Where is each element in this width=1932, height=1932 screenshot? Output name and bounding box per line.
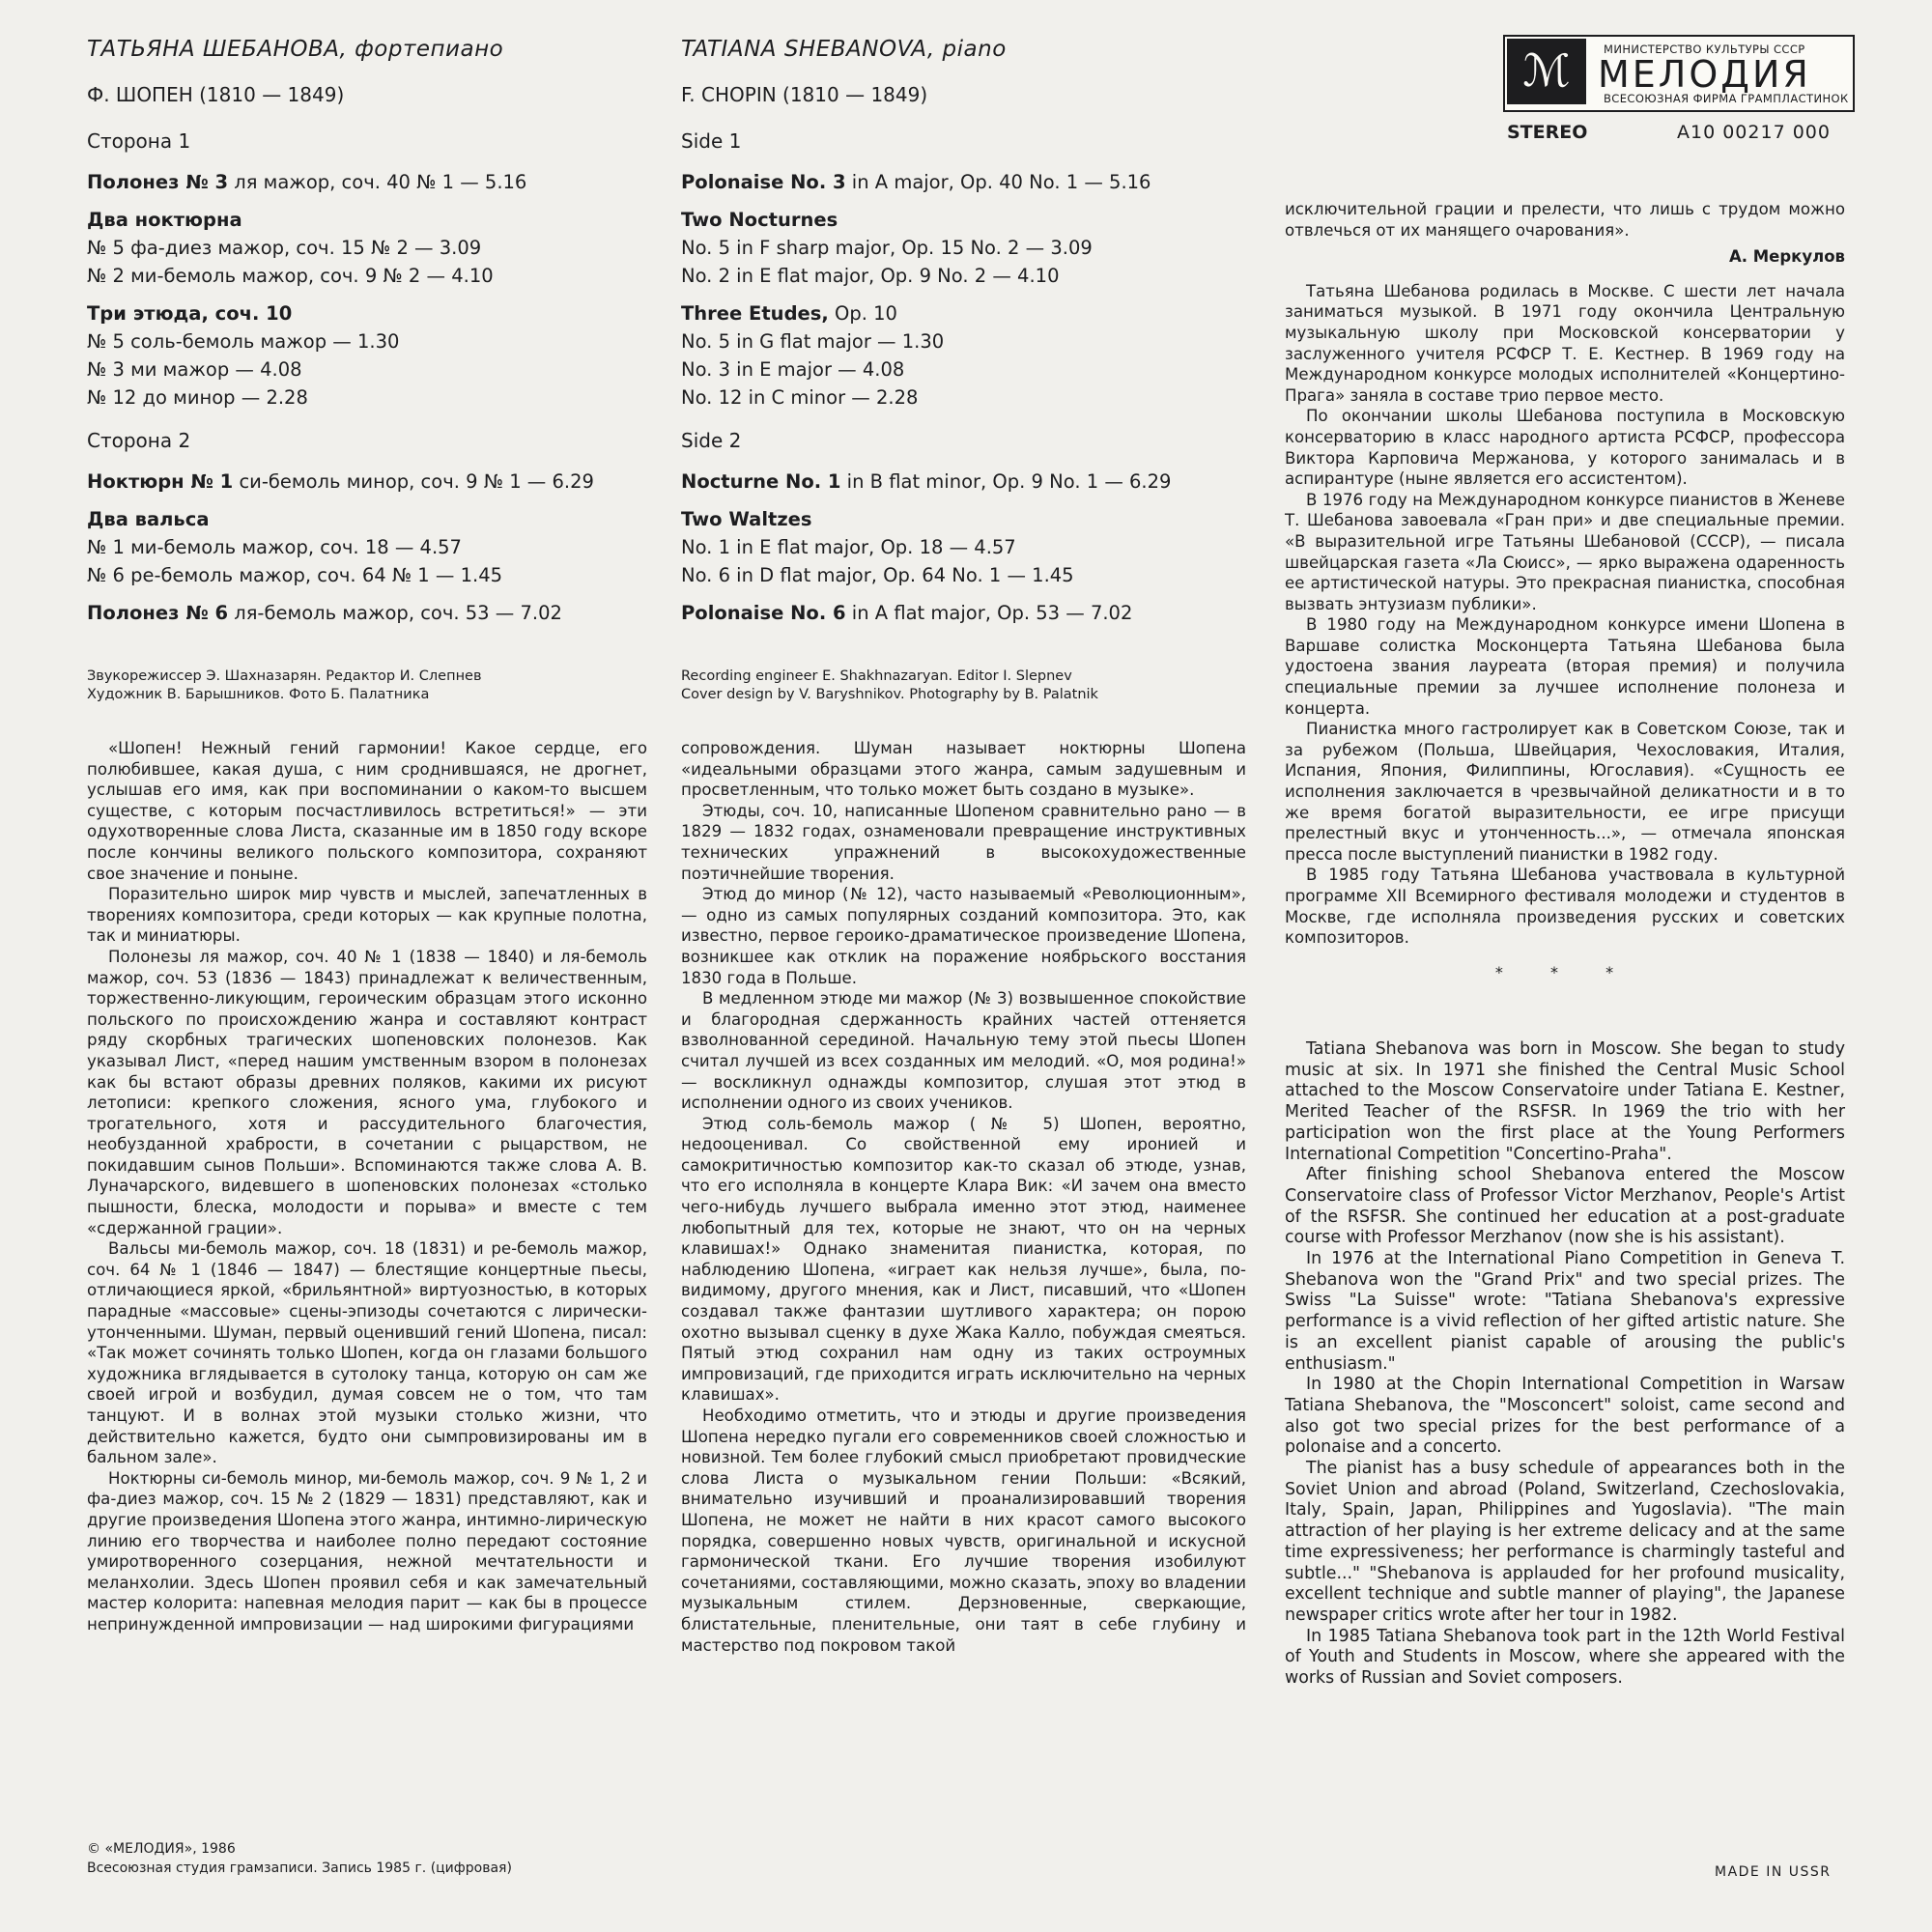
artist-name-en: TATIANA SHEBANOVA, — [681, 37, 935, 62]
track-ru: № 5 соль-бемоль мажор — 1.30 — [87, 330, 400, 353]
paragraph: Необходимо отметить, что и этюды и другие произведения Шопена нередко пугали его современников своей сложностью и новизной. Тем более глубокий смысл приобретают провидческие слова Листа о музыкальном гении Польши: «Всякий, внимательно изучивший и проанализировавший творения Шопена, не может не найти в них красот самого высокого порядка, совершенно новых чувств, оригинальной и искусной гармонической ткани. Его лучшие творения изобилуют сочетаниями, составляющими, можно сказать, эпоху во владении музыкальным стилем. Дерзновенные, сверкающие, блистательные, пленительные, они таят в себе глубину и мастерство под покровом такой — [681, 1406, 1246, 1655]
group-title-ru: Три этюда, соч. 10 — [87, 302, 293, 325]
paragraph: исключительной грации и прелести, что лишь с трудом можно отвлечься от их манящего очарования». — [1285, 200, 1845, 240]
section-divider: * * * — [1494, 962, 1635, 981]
track-ru: № 2 ми-бемоль мажор, соч. 9 № 2 — 4.10 — [87, 265, 494, 287]
track-en: No. 5 in G flat major — 1.30 — [681, 330, 945, 353]
track-ru: № 3 ми мажор — 4.08 — [87, 358, 302, 381]
track-title-en: Nocturne No. 1 — [681, 470, 841, 493]
author-signature: А. Меркулов — [1728, 247, 1845, 267]
credits-en — [681, 668, 1251, 704]
group-title-ru: Два вальса — [87, 508, 210, 530]
track-ru: № 6 ре-бемоль мажор, соч. 64 № 1 — 1.45 — [87, 564, 503, 586]
group-title-ru: Два ноктюрна — [87, 209, 242, 231]
track-detail-ru: ля мажор, соч. 40 № 1 — 5.16 — [228, 171, 527, 193]
credits-line-en: Cover design by V. Baryshnikov. Photography by B. Palatnik — [681, 687, 1098, 702]
paragraph: After finishing school Shebanova entered the Moscow Conservatoire class of Professor Victor Merzhanov, People's Artist of the RSFSR. She continued her education at a post-graduate course with Professor Merzhanov (now she is his assistant). — [1285, 1165, 1845, 1248]
track-detail-en: in A flat major, Op. 53 — 7.02 — [845, 602, 1133, 624]
track-ru: № 1 ми-бемоль мажор, соч. 18 — 4.57 — [87, 536, 462, 558]
track-en — [681, 468, 1251, 496]
group-title-en: Two Nocturnes — [681, 209, 838, 231]
russian-tracklist — [87, 29, 647, 704]
paragraph: В 1980 году на Международном конкурсе имени Шопена в Варшаве солистка Москонцерта Татьяна Шебанова была удостоена звания лауреата (вторая премия) и получила специальные премии за лучшее исполнение полонеза и концерта. — [1285, 615, 1845, 718]
track-detail-en: in B flat minor, Op. 9 No. 1 — 6.29 — [840, 470, 1172, 493]
track-ru: № 12 до минор — 2.28 — [87, 386, 308, 409]
credits-ru — [87, 668, 647, 704]
made-in-ussr: MADE IN USSR — [1715, 1864, 1832, 1880]
track-en: No. 3 in E major — 4.08 — [681, 358, 905, 381]
melodiya-emblem-icon: ℳ — [1507, 39, 1586, 104]
track-en: No. 12 in C minor — 2.28 — [681, 386, 919, 409]
paragraph: По окончании школы Шебанова поступила в Московскую консерваторию в класс народного артиста РСФСР, профессора Виктора Карповича Мержанова, у которого занималась и в аспирантуре (ныне является его ассистентом). — [1285, 407, 1845, 489]
paragraph: Полонезы ля мажор, соч. 40 № 1 (1838 — 1840) и ля-бемоль мажор, соч. 53 (1836 — 1843) принадлежат к величественным, торжественно-ликующим, героическим образцам этого исконно польского по происхождению жанра и составляют контраст ряду скорбных трагических шопеновских полонезов. Как указывал Лист, «перед нашим умственным взором в полонезах как бы встают образы древних поляков, какими их рисуют летописи: крепкого сложения, ясного ума, глубокого и трогательного, хотя и рассудительного благочестия, необузданной храбрости, в сочетании с рыцарством, не покидавшим сынов Польши». Вспоминаются также слова А. В. Луначарского, видевшего в шопеновских полонезах «столько пышности, блеска, молодости и порыва» и вместе с тем «сдержанной грации». — [87, 947, 647, 1237]
paragraph: Этюды, соч. 10, написанные Шопеном сравнительно рано — в 1829 — 1832 годах, ознаменовали превращение инструктивных технических упражнений в высокохудожественные поэтичнейшие творения. — [681, 801, 1246, 883]
group-title-opus-en: Op. 10 — [828, 302, 897, 325]
paragraph: В 1976 году на Международном конкурсе пианистов в Женеве Т. Шебанова завоевала «Гран при» и две специальные премии. «В выразительной игре Татьяны Шебановой (СССР), — писала швейцарская газета «Ла Сюисс», — ярко выражена одаренность ее артистической натуры. Это прекрасная пианистка, способная вызвать энтузиазм публики». — [1285, 490, 1845, 613]
paragraph: сопровождения. Шуман называет ноктюрны Шопена «идеальными образцами этого жанра, самым задушевным и просветленным, что только может быть создано в музыке». — [681, 739, 1246, 800]
track-en: No. 2 in E flat major, Op. 9 No. 2 — 4.10 — [681, 265, 1060, 287]
paragraph: In 1985 Tatiana Shebanova took part in the 12th World Festival of Youth and Students in Moscow, where she appeared with the works of Russian and Soviet composers. — [1285, 1626, 1845, 1689]
catalog-number: А10 00217 000 — [1677, 122, 1831, 143]
studio-line: Всесоюзная студия грамзаписи. Запись 1985 г. (цифровая) — [87, 1861, 512, 1876]
track-en — [681, 599, 1251, 627]
track-en: No. 5 in F sharp major, Op. 15 No. 2 — 3.09 — [681, 237, 1093, 259]
paragraph: In 1980 at the Chopin International Competition in Warsaw Tatiana Shebanova, the "Mosconcert" soloist, came second and also got two special prizes for the best performance of a polonaise and a concerto. — [1285, 1375, 1845, 1458]
side-2-label-en: Side 2 — [681, 429, 742, 452]
composer-ru: Ф. ШОПЕН (1810 — 1849) — [87, 83, 345, 106]
artist-heading-ru — [87, 37, 647, 62]
artist-instrument-ru: фортепиано — [347, 37, 504, 62]
paragraph: В 1985 году Татьяна Шебанова участвовала в культурной программе XII Всемирного фестиваля молодежи и студентов в Москве, где исполняла произведения русских и советских композиторов. — [1285, 866, 1845, 948]
composer-en: F. CHOPIN (1810 — 1849) — [681, 83, 928, 106]
logo-firm-text: ВСЕСОЮЗНАЯ ФИРМА ГРАМПЛАСТИНОК — [1604, 92, 1849, 105]
copyright-line: © «МЕЛОДИЯ», 1986 — [87, 1841, 236, 1857]
footer-copyright — [87, 1839, 512, 1878]
logo-ministry-text: МИНИСТЕРСТВО КУЛЬТУРЫ СССР — [1604, 43, 1805, 56]
track-title-en: Polonaise No. 3 — [681, 171, 846, 193]
stereo-mark: STEREO — [1507, 122, 1588, 143]
track-detail-en: in A major, Op. 40 No. 1 — 5.16 — [845, 171, 1151, 193]
artist-heading-en — [681, 37, 1251, 62]
track-en: No. 1 in E flat major, Op. 18 — 4.57 — [681, 536, 1016, 558]
melodiya-logo — [1503, 35, 1855, 112]
liner-notes-ru-column-3 — [1285, 199, 1845, 1006]
track-ru — [87, 599, 647, 627]
paragraph: Пианистка много гастролирует как в Советском Союзе, так и за рубежом (Польша, Швейцария, Чехословакия, Италия, Испания, Япония, Филиппины, Югославия). «Сущность ее исполнения заключается в чрезвычайной деликатности и в то же время богатой выразительности, ее игре присущи прелестный вкус и утонченность...», — отмечала японская пресса после выступлений пианистки в 1982 году. — [1285, 720, 1845, 864]
credits-line-en: Recording engineer E. Shakhnazaryan. Editor I. Slepnev — [681, 668, 1072, 684]
group-title-bold-en: Three Etudes, — [681, 302, 829, 325]
paragraph: «Шопен! Нежный гений гармонии! Какое сердце, его полюбившее, какая душа, с ним сроднившаяся, не дрогнет, услышав его имя, как при воспоминании о каком-то высшем существе, с которым посчастливилось встретиться!» — эти одухотворенные слова Листа, сказанные им в 1850 году вскоре после кончины великого польского композитора, сохраняют свое значение и поныне. — [87, 739, 647, 883]
credits-line-ru: Художник В. Барышников. Фото Б. Палатника — [87, 687, 430, 702]
group-title-en — [681, 299, 1251, 327]
track-ru — [87, 168, 647, 196]
track-title-en: Polonaise No. 6 — [681, 602, 846, 624]
paragraph: In 1976 at the International Piano Competition in Geneva T. Shebanova won the "Grand Prix" and two special prizes. The Swiss "La Suisse" wrote: "Tatiana Shebanova's expressive performance is a vivid reflection of her gifted artistic nature. She is an excellent pianist capable of arousing the public's enthusiasm." — [1285, 1249, 1845, 1374]
track-ru: № 5 фа-диез мажор, соч. 15 № 2 — 3.09 — [87, 237, 482, 259]
biography-en — [1285, 1039, 1845, 1690]
track-title-ru: Ноктюрн № 1 — [87, 470, 234, 493]
track-title-ru: Полонез № 6 — [87, 602, 229, 624]
paragraph: The pianist has a busy schedule of appearances both in the Soviet Union and abroad (Poland, Switzerland, Czechoslovakia, Italy, Spain, Japan, Philippines and Yugoslavia). "The main attraction of her playing is her extreme delicacy and at the same time expressiveness; her performance is charmingly tasteful and subtle..." "Shebanova is applauded for her profound musicality, excellent technique and subtle manner of playing", the Japanese newspaper critics wrote after her tour in 1982. — [1285, 1459, 1845, 1625]
artist-instrument-en: piano — [934, 37, 1007, 62]
paragraph: В медленном этюде ми мажор (№ 3) возвышенное спокойствие и благородная сдержанность крайних частей оттеняется взволнованной серединой. Начальную тему этой пьесы Шопен считал лучшей из всех созданных им мелодий. «О, моя родина!» — воскликнул однажды композитор, слушая этот этюд в исполнении одного из своих учеников. — [681, 989, 1246, 1113]
artist-name-ru: ТАТЬЯНА ШЕБАНОВА, — [87, 37, 348, 62]
track-detail-ru: ля-бемоль мажор, соч. 53 — 7.02 — [228, 602, 562, 624]
paragraph: Этюд до минор (№ 12), часто называемый «Революционным», — одно из самых популярных созданий композитора. Это, как известно, первое героико-драматическое произведение Шопена, возникшее как отклик на поражение ноябрьского восстания 1830 года в Польше. — [681, 885, 1246, 987]
side-2-label-ru: Сторона 2 — [87, 429, 191, 452]
track-detail-ru: си-бемоль минор, соч. 9 № 1 — 6.29 — [233, 470, 594, 493]
track-ru — [87, 468, 647, 496]
paragraph: Вальсы ми-бемоль мажор, соч. 18 (1831) и ре-бемоль мажор, соч. 64 № 1 (1846 — 1847) — блестящие концертные пьесы, отличающиеся яркой, «брильянтной» виртуозностью, в которых парадные «массовые» сцены-эпизоды сочетаются с лирически-утонченными. Шуман, первый оценивший гений Шопена, писал: «Так может сочинять только Шопен, когда он глазами большого художника вглядывается в сутолоку танца, которую он сам же своей игрой и возбудил, думая совсем не о том, что там танцуют. И в волнах этой музыки столько жизни, что действительно кажется, будто они сымпровизированы им в бальном зале». — [87, 1239, 647, 1467]
liner-notes-ru-column-1 — [87, 738, 647, 1635]
english-tracklist — [681, 29, 1251, 704]
paragraph: Tatiana Shebanova was born in Moscow. She began to study music at six. In 1971 she finished the Central Music School attached to the Moscow Conservatoire under Tatiana E. Kestner, Merited Teacher of the RSFSR. In 1969 the trio with her participation won the first place at the Young Performers International Competition "Concertino-Praha". — [1285, 1039, 1845, 1164]
liner-notes-ru-column-2 — [681, 738, 1246, 1656]
track-title-ru: Полонез № 3 — [87, 171, 229, 193]
paragraph: Татьяна Шебанова родилась в Москве. С шести лет начала заниматься музыкой. В 1971 году окончила Центральную музыкальную школу при Московской консерватории у заслуженного учителя РСФСР Т. Е. Кестнер. В 1969 году на Международном конкурсе молодых исполнителей «Концертино-Прага» заняла в составе трио первое место. — [1285, 281, 1845, 405]
credits-line-ru: Звукорежиссер Э. Шахназарян. Редактор И. Слепнев — [87, 668, 482, 684]
paragraph: Поразительно широк мир чувств и мыслей, запечатленных в творениях композитора, среди которых — как крупные полотна, так и миниатюры. — [87, 885, 647, 946]
paragraph: Этюд соль-бемоль мажор (№ 5) Шопен, вероятно, недооценивал. Со свойственной ему иронией и самокритичностью композитор как-то сказал об этюде, узнав, что его исполняла в концерте Клара Вик: «И зачем она вместо чего-нибудь лучшего выбрала именно этот этюд, наименее любопытный для тех, которые не знают, что он на черных клавишах!» Однако знаменитая пианистка, которая, по наблюдению Шопена, «играет как нельзя лучше», была, по-видимому, другого мнения, как и Лист, писавший, что «Шопен создавал также фантазии шутливого характера; он порою охотно вызывал сценку в духе Жака Калло, побуждая смеяться. Пятый этюд сохранил нам одну из таких остроумных импровизаций, где приходится играть исключительно на черных клавишах». — [681, 1114, 1246, 1405]
paragraph: Ноктюрны си-бемоль минор, ми-бемоль мажор, соч. 9 № 1, 2 и фа-диез мажор, соч. 15 № 2 (1829 — 1831) представляют, как и другие произведения Шопена этого жанра, интимно-лирическую линию его творчества и наиболее полно передают состояние умиротворенного созерцания, нежной мечтательности и меланхолии. Здесь Шопен проявил себя и как замечательный мастер колорита: напевная мелодия парит — как бы в процессе непринужденной импровизации — над широкими фигурациями — [87, 1468, 647, 1634]
group-title-en: Two Waltzes — [681, 508, 812, 530]
side-1-label-ru: Сторона 1 — [87, 129, 191, 153]
side-1-label-en: Side 1 — [681, 129, 742, 153]
track-en: No. 6 in D flat major, Op. 64 No. 1 — 1.45 — [681, 564, 1074, 586]
logo-label-name: МЕЛОДИЯ — [1598, 53, 1811, 96]
track-en — [681, 168, 1251, 196]
